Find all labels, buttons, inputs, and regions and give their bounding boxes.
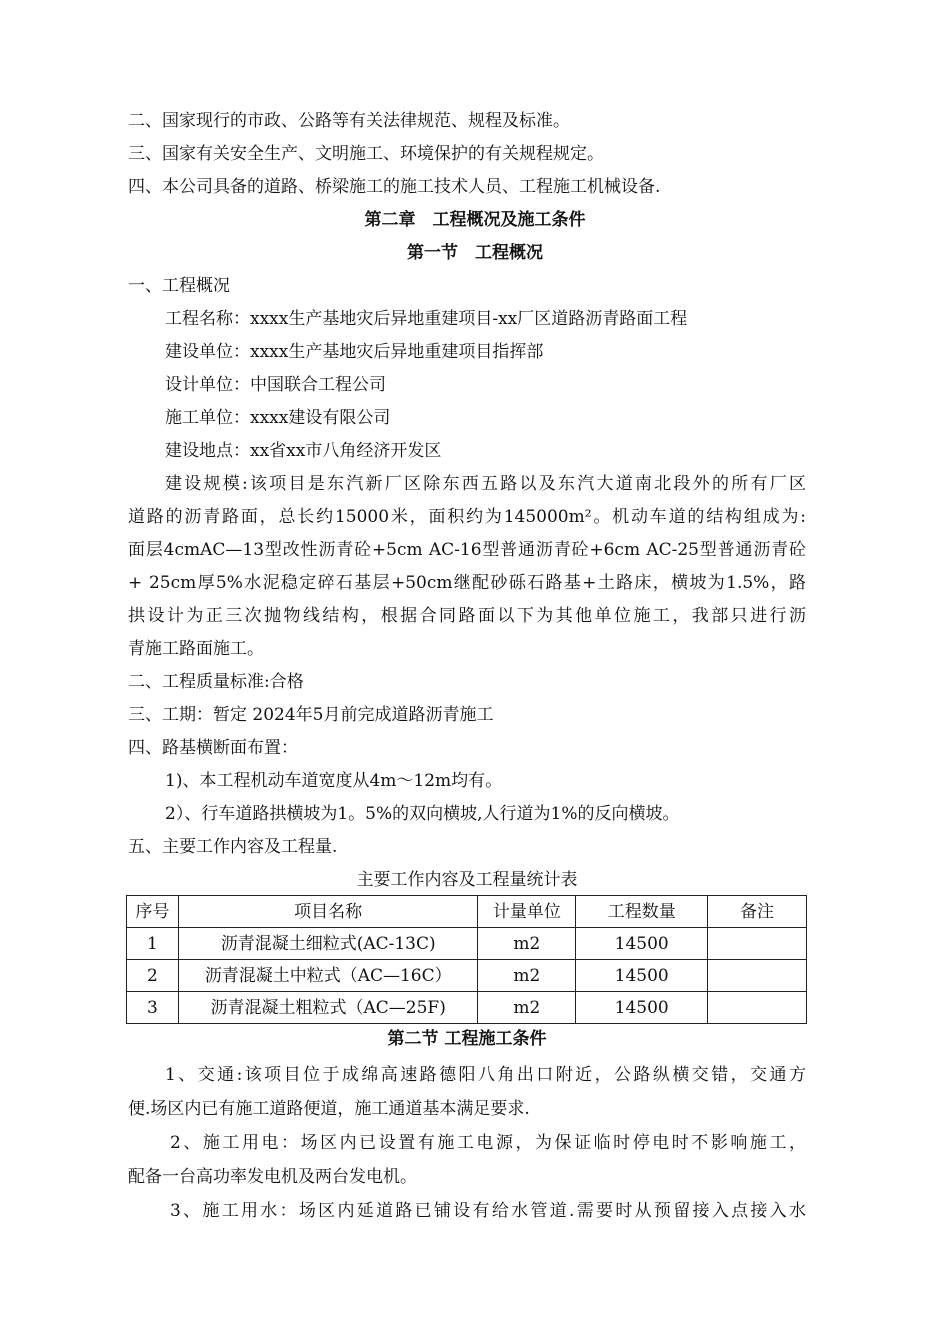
cell-item: 沥青混凝土中粒式（AC—16C）	[178, 960, 478, 992]
cell-seq: 1	[127, 928, 179, 960]
build-location: 建设地点：xx省xx市八角经济开发区	[165, 441, 442, 461]
designer-unit: 设计单位：中国联合工程公司	[165, 375, 386, 395]
cell-item: 沥青混凝土粗粒式（AC—25F)	[178, 992, 478, 1024]
cell-unit: m2	[478, 992, 576, 1024]
scale-line-3: 面层4cmAC—13型改性沥青砼+5cm AC-16型普通沥青砼+6cm AC-25型普通沥青砼	[128, 540, 806, 560]
table-row	[127, 992, 807, 1024]
cell-item: 沥青混凝土细粒式(AC-13C)	[178, 928, 478, 960]
power-line-2: 配备一台高功率发电机及两台发电机。	[128, 1167, 417, 1187]
owner-unit: 建设单位：xxxx生产基地灾后异地重建项目指挥部	[165, 342, 544, 362]
header-unit: 计量单位	[478, 896, 576, 928]
project-name: 工程名称：xxxx生产基地灾后异地重建项目-xx厂区道路沥青路面工程	[165, 309, 688, 329]
traffic-line-2: 便.场区内已有施工道路便道，施工通道基本满足要求.	[128, 1099, 530, 1119]
cell-quantity: 14500	[576, 928, 708, 960]
water-line: 3、施工用水：场区内延道路已铺设有给水管道.需要时从预留接入点接入水	[170, 1201, 806, 1221]
contractor-unit: 施工单位：xxxx建设有限公司	[165, 408, 391, 428]
traffic-line-1: 1、交通:该项目位于成绵高速路德阳八角出口附近，公路纵横交错，交通方	[165, 1065, 806, 1085]
table-header-row	[127, 896, 807, 928]
table-row	[127, 960, 807, 992]
basis-item-3: 三、国家有关安全生产、文明施工、环境保护的有关规程规定。	[128, 144, 604, 164]
cross-section-heading: 四、路基横断面布置：	[128, 738, 298, 758]
table-caption: 主要工作内容及工程量统计表	[356, 870, 578, 890]
scale-line-4: + 25cm厚5%水泥稳定碎石基层+50cm继配砂砾石路基+土路床，横坡为1.5%，路	[128, 573, 806, 593]
cell-remark	[708, 992, 807, 1024]
cell-seq: 3	[127, 992, 179, 1024]
cell-unit: m2	[478, 960, 576, 992]
basis-item-4: 四、本公司具备的道路、桥梁施工的施工技术人员、工程施工机械设备.	[128, 177, 661, 197]
overview-heading: 一、工程概况	[128, 276, 230, 296]
cross-section-item-1: 1)、本工程机动车道宽度从4m～12m均有。	[165, 771, 503, 791]
scale-line-5: 拱设计为正三次抛物线结构，根据合同路面以下为其他单位施工，我部只进行沥	[128, 606, 806, 626]
section-1-title: 第一节 工程概况	[407, 243, 543, 263]
cell-seq: 2	[127, 960, 179, 992]
cell-unit: m2	[478, 928, 576, 960]
quantity-table	[126, 895, 807, 1024]
scale-line-6: 青施工路面施工。	[128, 639, 264, 659]
header-quantity: 工程数量	[576, 896, 708, 928]
scale-line-2: 道路的沥青路面，总长约15000米，面积约为145000m²。机动车道的结构组成为:	[128, 507, 806, 527]
construction-period: 三、工期：暂定 2024年5月前完成道路沥青施工	[128, 705, 494, 725]
cell-remark	[708, 928, 807, 960]
scale-line-1: 建设规模:该项目是东汽新厂区除东西五路以及东汽大道南北段外的所有厂区	[165, 474, 806, 494]
header-seq: 序号	[127, 896, 179, 928]
cell-remark	[708, 960, 807, 992]
section-2-title: 第二节 工程施工条件	[387, 1029, 547, 1049]
table-row	[127, 928, 807, 960]
power-line-1: 2、施工用电：场区内已设置有施工电源，为保证临时停电时不影响施工，	[170, 1133, 806, 1153]
cell-quantity: 14500	[576, 960, 708, 992]
quality-standard: 二、工程质量标准:合格	[128, 672, 304, 692]
basis-item-2: 二、国家现行的市政、公路等有关法律规范、规程及标准。	[128, 111, 570, 131]
cell-quantity: 14500	[576, 992, 708, 1024]
header-remark: 备注	[708, 896, 807, 928]
header-item: 项目名称	[178, 896, 478, 928]
chapter-title: 第二章 工程概况及施工条件	[364, 210, 586, 230]
cross-section-item-2: 2）、行车道路拱横坡为1。5%的双向横坡,人行道为1%的反向横坡。	[165, 804, 680, 824]
main-work-heading: 五、主要工作内容及工程量.	[128, 837, 338, 857]
